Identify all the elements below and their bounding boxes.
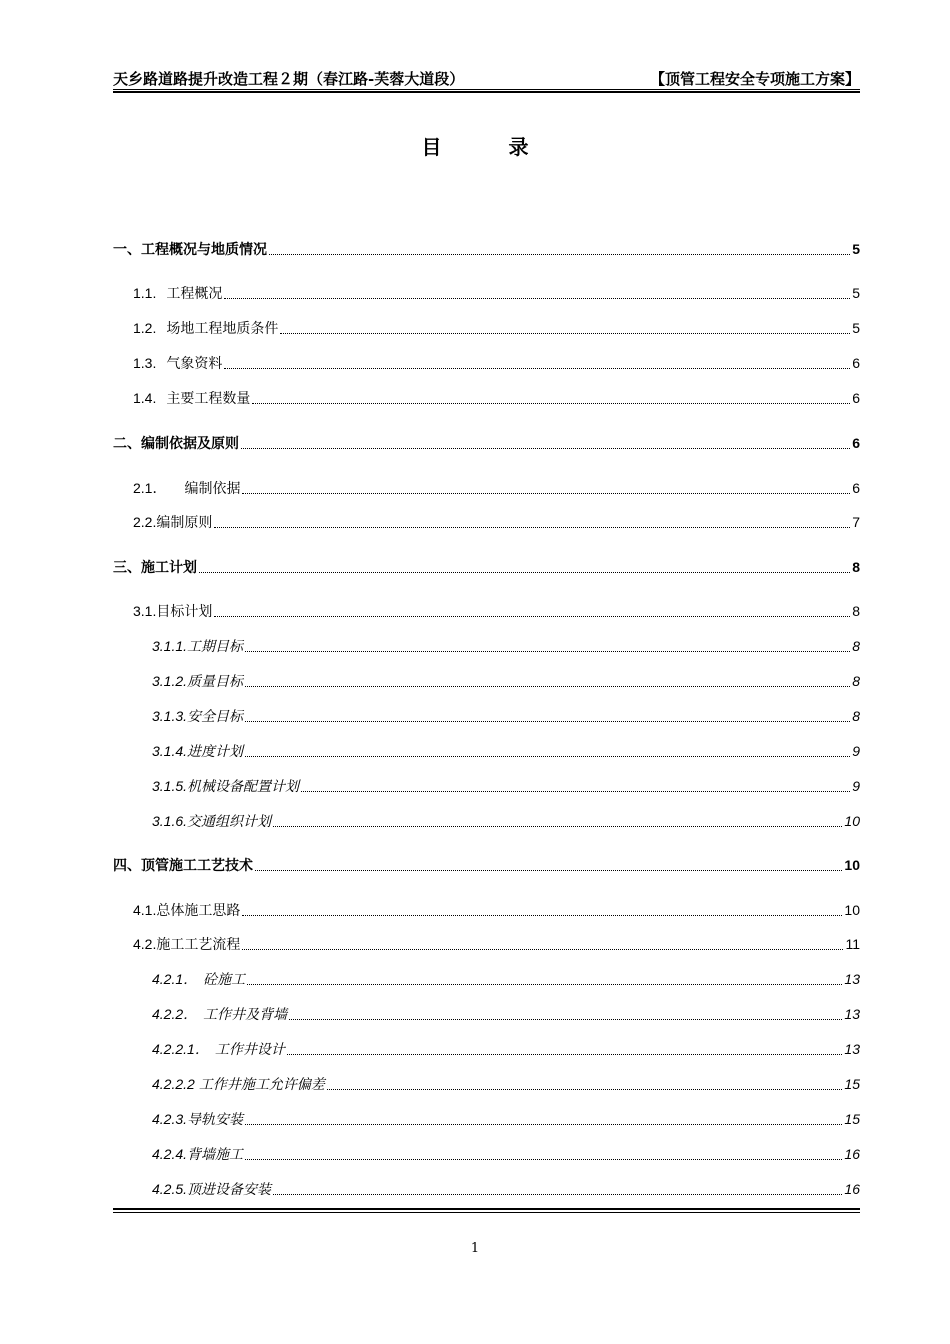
toc-entry-page: 9 <box>852 743 860 759</box>
toc-leader <box>214 513 850 528</box>
toc-leader <box>301 777 850 792</box>
toc-entry[interactable] <box>152 1074 860 1094</box>
toc-entry-title: 顶进设备安装 <box>187 1182 272 1198</box>
toc-leader <box>214 602 850 617</box>
toc-entry-number: 3.1.6. <box>152 813 188 829</box>
toc-leader <box>245 707 850 722</box>
toc-entry-title: 工程概况 <box>166 286 223 302</box>
toc-leader <box>247 970 842 985</box>
toc-entry-number: 1.3. <box>133 355 157 371</box>
toc-leader <box>255 856 842 871</box>
toc-entry-title: 工程概况与地质情况 <box>141 242 267 258</box>
toc-entry-page: 8 <box>852 559 860 575</box>
toc-entry-title: 机械设备配置计划 <box>187 779 300 795</box>
toc-entry-page: 13 <box>844 971 860 987</box>
toc-entry-number: 1.4. <box>133 390 157 406</box>
toc-entry-page: 8 <box>852 638 860 654</box>
toc-entry-number: 3.1.3. <box>152 708 188 724</box>
toc-entry[interactable] <box>152 1004 860 1024</box>
toc-entry[interactable] <box>152 741 860 761</box>
toc-entry[interactable] <box>113 557 860 577</box>
toc-entry-title: 导轨安装 <box>187 1112 244 1128</box>
toc-entry-page: 15 <box>844 1076 860 1092</box>
toc-entry[interactable] <box>133 388 860 408</box>
toc-entry-number: 1.1. <box>133 285 157 301</box>
toc-entry-number: 4.2.2.1． <box>152 1041 209 1057</box>
toc-entry[interactable] <box>152 1039 860 1059</box>
toc-entry-title: 编制原则 <box>156 515 213 531</box>
toc-entry-page: 10 <box>844 857 860 873</box>
toc-entry-page: 10 <box>844 902 860 918</box>
toc-entry-title: 质量目标 <box>187 674 244 690</box>
toc-leader <box>273 812 842 827</box>
toc-entry-title: 交通组织计划 <box>187 814 272 830</box>
toc-entry[interactable] <box>152 1109 860 1129</box>
toc-entry-title: 目标计划 <box>156 604 213 620</box>
toc-entry-page: 6 <box>852 435 860 451</box>
toc-leader <box>245 742 850 757</box>
toc-entry-title: 背墙施工 <box>187 1147 244 1163</box>
toc-entry-page: 16 <box>844 1181 860 1197</box>
toc-leader <box>242 479 850 494</box>
toc-entry-page: 6 <box>852 480 860 496</box>
toc-entry[interactable] <box>133 900 860 920</box>
toc-entry-title: 工作井及背墙 <box>203 1007 288 1023</box>
toc-entry-title: 工作井施工允许偏差 <box>198 1077 325 1093</box>
header-rule-thick <box>113 91 860 93</box>
toc-leader <box>252 389 850 404</box>
footer-rule-thick <box>113 1208 860 1210</box>
toc-entry-title: 主要工程数量 <box>166 391 251 407</box>
toc-entry-page: 6 <box>852 355 860 371</box>
toc-entry-number: 二、 <box>113 436 141 452</box>
toc-leader <box>280 319 850 334</box>
toc-entry[interactable] <box>152 1179 860 1199</box>
toc-entry[interactable] <box>152 969 860 989</box>
toc-entry-number: 三、 <box>113 560 141 576</box>
toc-entry-page: 7 <box>852 514 860 530</box>
toc-entry-number: 4.2.1． <box>152 971 198 987</box>
page-header <box>113 68 860 90</box>
toc-entry-number: 4.2.2． <box>152 1006 198 1022</box>
toc-entry-page: 5 <box>852 285 860 301</box>
toc-entry-title: 安全目标 <box>187 709 244 725</box>
toc-entry[interactable] <box>133 478 860 498</box>
toc-entry[interactable] <box>113 239 860 259</box>
toc-entry-number: 4.2.2.2 <box>152 1076 195 1092</box>
toc-entry-page: 10 <box>844 813 860 829</box>
toc-entry[interactable] <box>152 776 860 796</box>
toc-entry[interactable] <box>133 934 860 954</box>
footer-rule <box>113 1212 860 1213</box>
toc-entry-number: 3.1.5. <box>152 778 188 794</box>
toc-entry[interactable] <box>152 706 860 726</box>
toc-entry-title: 顶管施工工艺技术 <box>141 858 253 874</box>
toc-entry-title: 工期目标 <box>187 639 244 655</box>
toc-entry[interactable] <box>133 283 860 303</box>
toc-entry-number: 四、 <box>113 858 141 874</box>
toc-entry-page: 6 <box>852 390 860 406</box>
toc-leader <box>245 1110 842 1125</box>
toc-entry-title: 施工工艺流程 <box>156 937 241 953</box>
page-number: 1 <box>470 1241 480 1256</box>
toc-entry-title: 气象资料 <box>166 356 223 372</box>
toc-entry[interactable] <box>152 671 860 691</box>
toc-entry-page: 13 <box>844 1041 860 1057</box>
toc-entry[interactable] <box>152 811 860 831</box>
toc-entry-title: 工作井设计 <box>214 1042 285 1058</box>
toc-entry[interactable] <box>133 353 860 373</box>
toc-leader <box>224 354 850 369</box>
toc-leader <box>241 434 850 449</box>
toc-entry-number: 一、 <box>113 242 141 258</box>
toc-leader <box>245 637 850 652</box>
toc-entry-number: 4.2.3. <box>152 1111 188 1127</box>
toc-entry-number: 4.1. <box>133 902 157 918</box>
header-project-name: 天乡路道路提升改造工程２期（春江路-芙蓉大道段） <box>113 70 465 88</box>
toc-entry-page: 8 <box>852 673 860 689</box>
toc-leader <box>242 935 843 950</box>
toc-leader <box>245 1145 842 1160</box>
toc-entry-title: 编制依据及原则 <box>141 436 239 452</box>
toc-leader <box>242 901 842 916</box>
toc-entry-page: 11 <box>845 936 860 952</box>
toc-entry-page: 8 <box>852 603 860 619</box>
toc-entry[interactable] <box>133 318 860 338</box>
page-title: 目 录 <box>421 135 559 159</box>
toc-entry[interactable] <box>133 601 860 621</box>
toc-entry-title: 总体施工思路 <box>156 903 241 919</box>
toc-entry-page: 15 <box>844 1111 860 1127</box>
toc-entry-number: 3.1. <box>133 603 157 619</box>
toc-entry-number: 3.1.2. <box>152 673 188 689</box>
toc-leader <box>273 1180 842 1195</box>
toc-entry-number: 4.2. <box>133 936 157 952</box>
toc-entry-number: 4.2.5. <box>152 1181 188 1197</box>
toc-entry-page: 5 <box>852 241 860 257</box>
toc-entry-title: 进度计划 <box>187 744 244 760</box>
toc-entry-page: 9 <box>852 778 860 794</box>
toc-entry-number: 2.1． <box>133 480 167 496</box>
toc-entry-title: 编制依据 <box>184 481 241 497</box>
toc-leader <box>289 1005 842 1020</box>
toc-entry-number: 2.2. <box>133 514 157 530</box>
toc-entry-number: 4.2.4. <box>152 1146 188 1162</box>
toc-entry[interactable] <box>133 512 860 532</box>
toc-leader <box>269 240 850 255</box>
toc-leader <box>327 1075 843 1090</box>
toc-entry[interactable] <box>113 855 860 875</box>
toc-leader <box>224 284 850 299</box>
toc-entry-title: 砼施工 <box>203 972 246 988</box>
toc-entry[interactable] <box>152 636 860 656</box>
toc-entry[interactable] <box>152 1144 860 1164</box>
toc-entry-title: 施工计划 <box>141 560 197 576</box>
toc-entry-page: 16 <box>844 1146 860 1162</box>
toc-entry-number: 1.2. <box>133 320 157 336</box>
toc-leader <box>199 558 850 573</box>
toc-leader <box>287 1040 843 1055</box>
toc-entry-number: 3.1.4. <box>152 743 188 759</box>
header-document-name: 【顶管工程安全专项施工方案】 <box>649 70 860 88</box>
toc-leader <box>245 672 850 687</box>
toc-entry-number: 3.1.1. <box>152 638 188 654</box>
toc-entry-title: 场地工程地质条件 <box>166 321 279 337</box>
header-rule <box>113 89 860 90</box>
toc-entry-page: 8 <box>852 708 860 724</box>
toc-entry-page: 13 <box>844 1006 860 1022</box>
toc-entry[interactable] <box>113 433 860 453</box>
toc-entry-page: 5 <box>852 320 860 336</box>
